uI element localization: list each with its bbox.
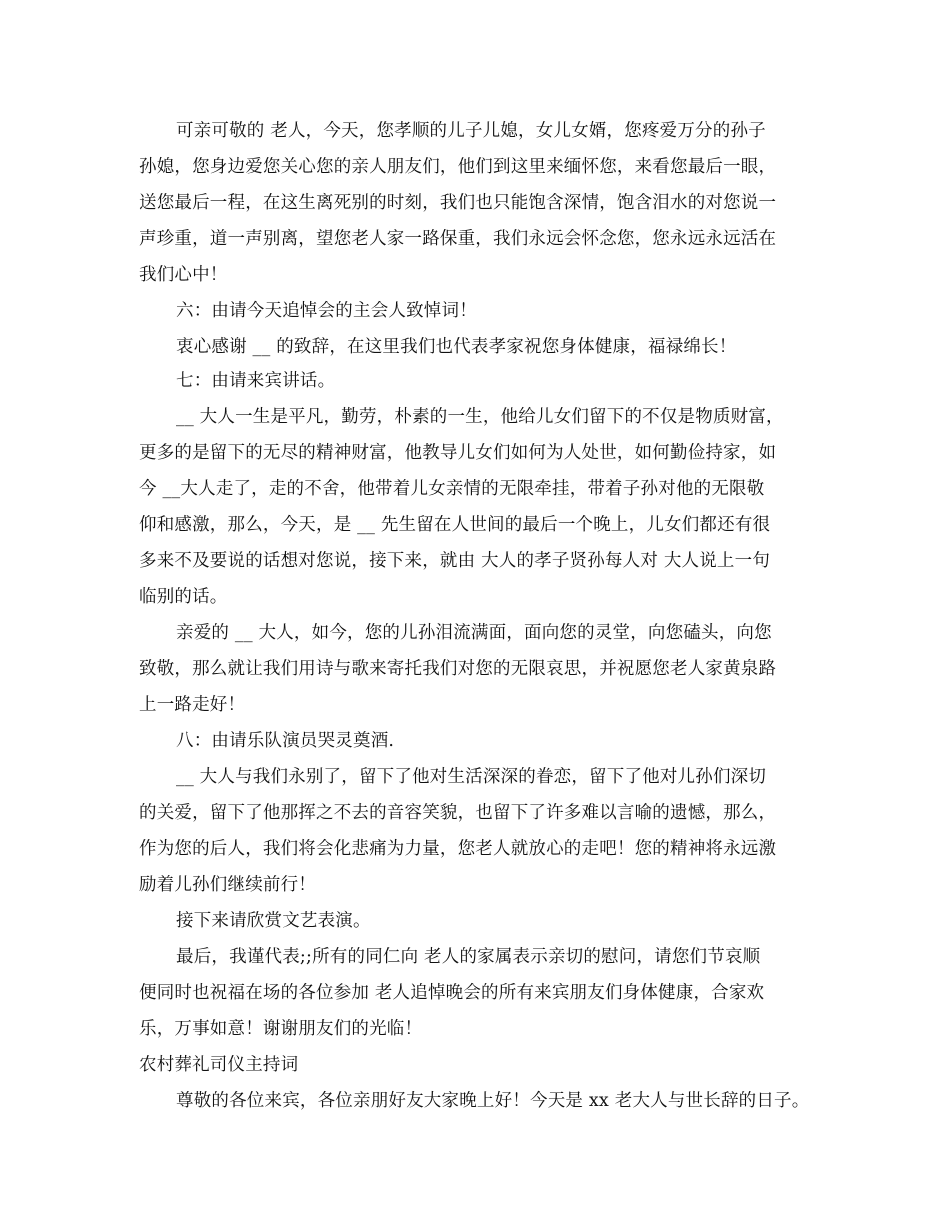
text-line: __ 大人一生是平凡，勤劳，朴素的一生，他给儿女们留下的不仅是物质财富， (176, 407, 784, 427)
text-line: 孙媳，您身边爱您关心您的亲人朋友们，他们到这里来缅怀您，来看您最后一眼， (139, 157, 777, 177)
text-line: 送您最后一程，在这生离死别的时刻，我们也只能饱含深情，饱含泪水的对您说一 (139, 193, 777, 213)
text-line: 临别的话。 (139, 587, 228, 607)
text-line: 作为您的后人，我们将会化悲痛为力量，您老人就放心的走吧！您的精神将永远激 (139, 839, 777, 859)
text-line: 今 __大人走了，走的不舍，他带着儿女亲情的无限牵挂，带着子孙对他的无限敬 (139, 479, 765, 499)
text-line: 的关爱，留下了他那挥之不去的音容笑貌，也留下了许多难以言喻的遗憾，那么， (139, 803, 777, 823)
text-line: 可亲可敬的 老人，今天，您孝顺的儿子儿媳，女儿女婿，您疼爱万分的孙子 (176, 121, 766, 141)
text-line: 励着儿孙们继续前行！ (139, 875, 316, 895)
text-line: 多来不及要说的话想对您说，接下来，就由 大人的孝子贤孙每人对 大人说上一句 (139, 551, 771, 571)
text-line: 衷心感谢 __ 的致辞，在这里我们也代表孝家祝您身体健康，福禄绵长！ (176, 337, 737, 357)
text-line: 上一路走好！ (139, 695, 246, 715)
text-line: __ 大人与我们永别了，留下了他对生活深深的眷恋，留下了他对儿孙们深切 (176, 767, 767, 787)
text-line: 便同时也祝福在场的各位参加 老人追悼晚会的所有来宾朋友们身体健康，合家欢 (139, 983, 765, 1003)
text-line: 尊敬的各位来宾，各位亲朋好友大家晚上好！今天是 xx 老大人与世长辞的日子。 (176, 1091, 810, 1111)
text-line: 接下来请欣赏文艺表演。 (176, 911, 371, 931)
text-line: 声珍重，道一声别离，望您老人家一路保重，我们永远会怀念您，您永远永远活在 (139, 229, 777, 249)
text-line: 最后，我谨代表;;所有的同仁向 老人的家属表示亲切的慰问，请您们节哀顺 (176, 947, 761, 967)
text-line: 致敬，那么就让我们用诗与歌来寄托我们对您的无限哀思，并祝愿您老人家黄泉路 (139, 659, 777, 679)
section-heading: 七：由请来宾讲话。 (176, 371, 336, 391)
text-line: 仰和感激，那么，今天，是 __ 先生留在人世间的最后一个晚上，儿女们都还有很 (139, 515, 771, 535)
text-line: 我们心中！ (139, 265, 228, 285)
document-subtitle: 农村葬礼司仪主持词 (139, 1055, 299, 1075)
section-heading: 八：由请乐队演员哭灵奠酒. (176, 731, 395, 751)
text-line: 更多的是留下的无尽的精神财富，他教导儿女们如何为人处世，如何勤俭持家，如 (139, 443, 777, 463)
text-line: 亲爱的 __ 大人，如今，您的儿孙泪流满面，面向您的灵堂，向您磕头，向您 (176, 623, 772, 643)
text-line: 乐，万事如意！谢谢朋友们的光临！ (139, 1019, 423, 1039)
section-heading: 六：由请今天追悼会的主会人致悼词！ (176, 301, 477, 321)
